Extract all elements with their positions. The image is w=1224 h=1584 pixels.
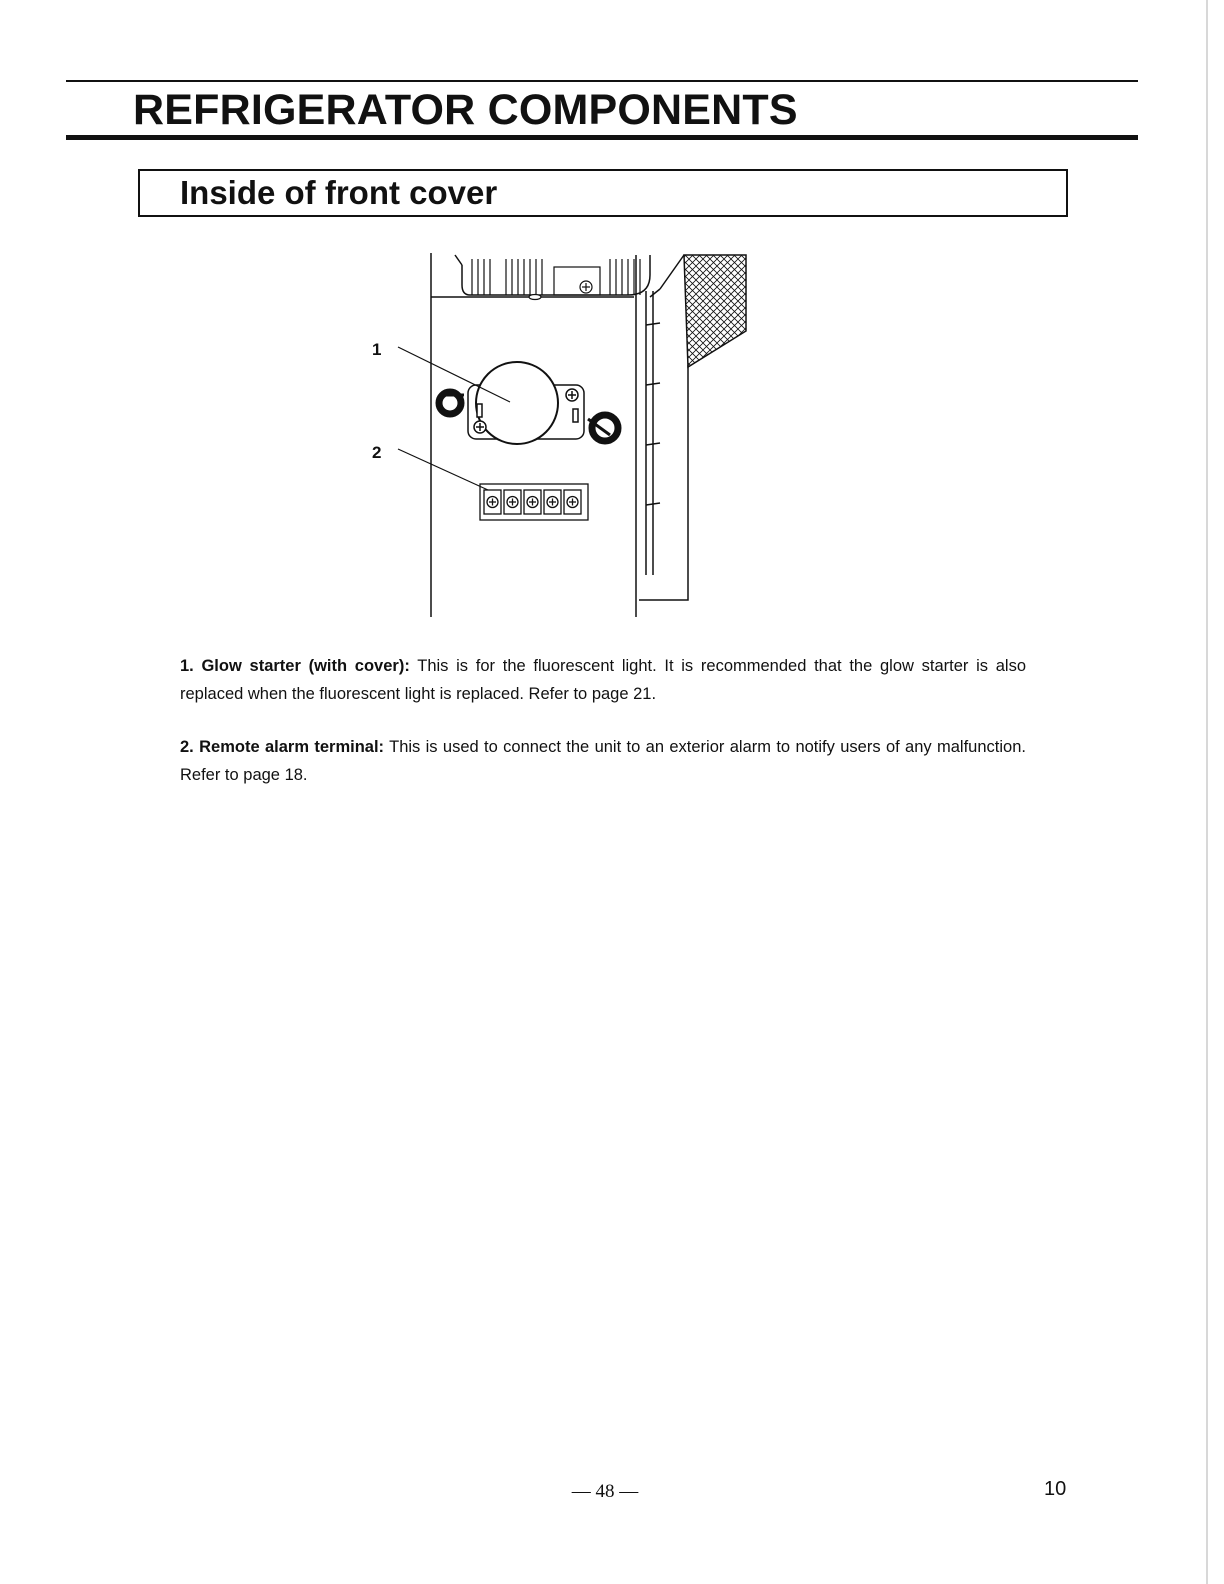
front-cover-diagram bbox=[360, 245, 760, 625]
remote-alarm-terminal bbox=[480, 484, 588, 520]
side-panel bbox=[639, 255, 688, 600]
title-rule bbox=[66, 135, 1138, 140]
callout-1: 1 bbox=[372, 340, 382, 359]
item-text: This is used to connect the unit to an exterior alarm to notify users of any malfunction. Refer to page 18. bbox=[180, 738, 1026, 784]
callout-2: 2 bbox=[372, 443, 382, 462]
item-text: This is for the fluorescent light. It is recommended that the glow starter is also replaced when the fluorescent light is replaced. Refer to page 21. bbox=[180, 657, 1026, 703]
item-label: 1. Glow starter (with cover): bbox=[180, 657, 410, 675]
sheet-number: 10 bbox=[1044, 1478, 1067, 1500]
section-title: Inside of front cover bbox=[180, 174, 498, 211]
scan-edge bbox=[1206, 0, 1208, 1584]
item-label: 2. Remote alarm terminal: bbox=[180, 738, 385, 756]
section-heading-box bbox=[138, 169, 1068, 217]
leader-line-2 bbox=[398, 449, 488, 490]
page-title: REFRIGERATOR COMPONENTS bbox=[133, 86, 798, 134]
description-remote-alarm bbox=[180, 733, 1026, 789]
glow-starter bbox=[468, 362, 584, 444]
page-marker: — 48 — bbox=[571, 1481, 639, 1502]
vent-slots bbox=[472, 259, 640, 300]
top-rule bbox=[66, 80, 1138, 82]
description-glow-starter bbox=[180, 652, 1026, 708]
screw-icon bbox=[580, 281, 592, 293]
mesh-grille bbox=[684, 255, 746, 367]
